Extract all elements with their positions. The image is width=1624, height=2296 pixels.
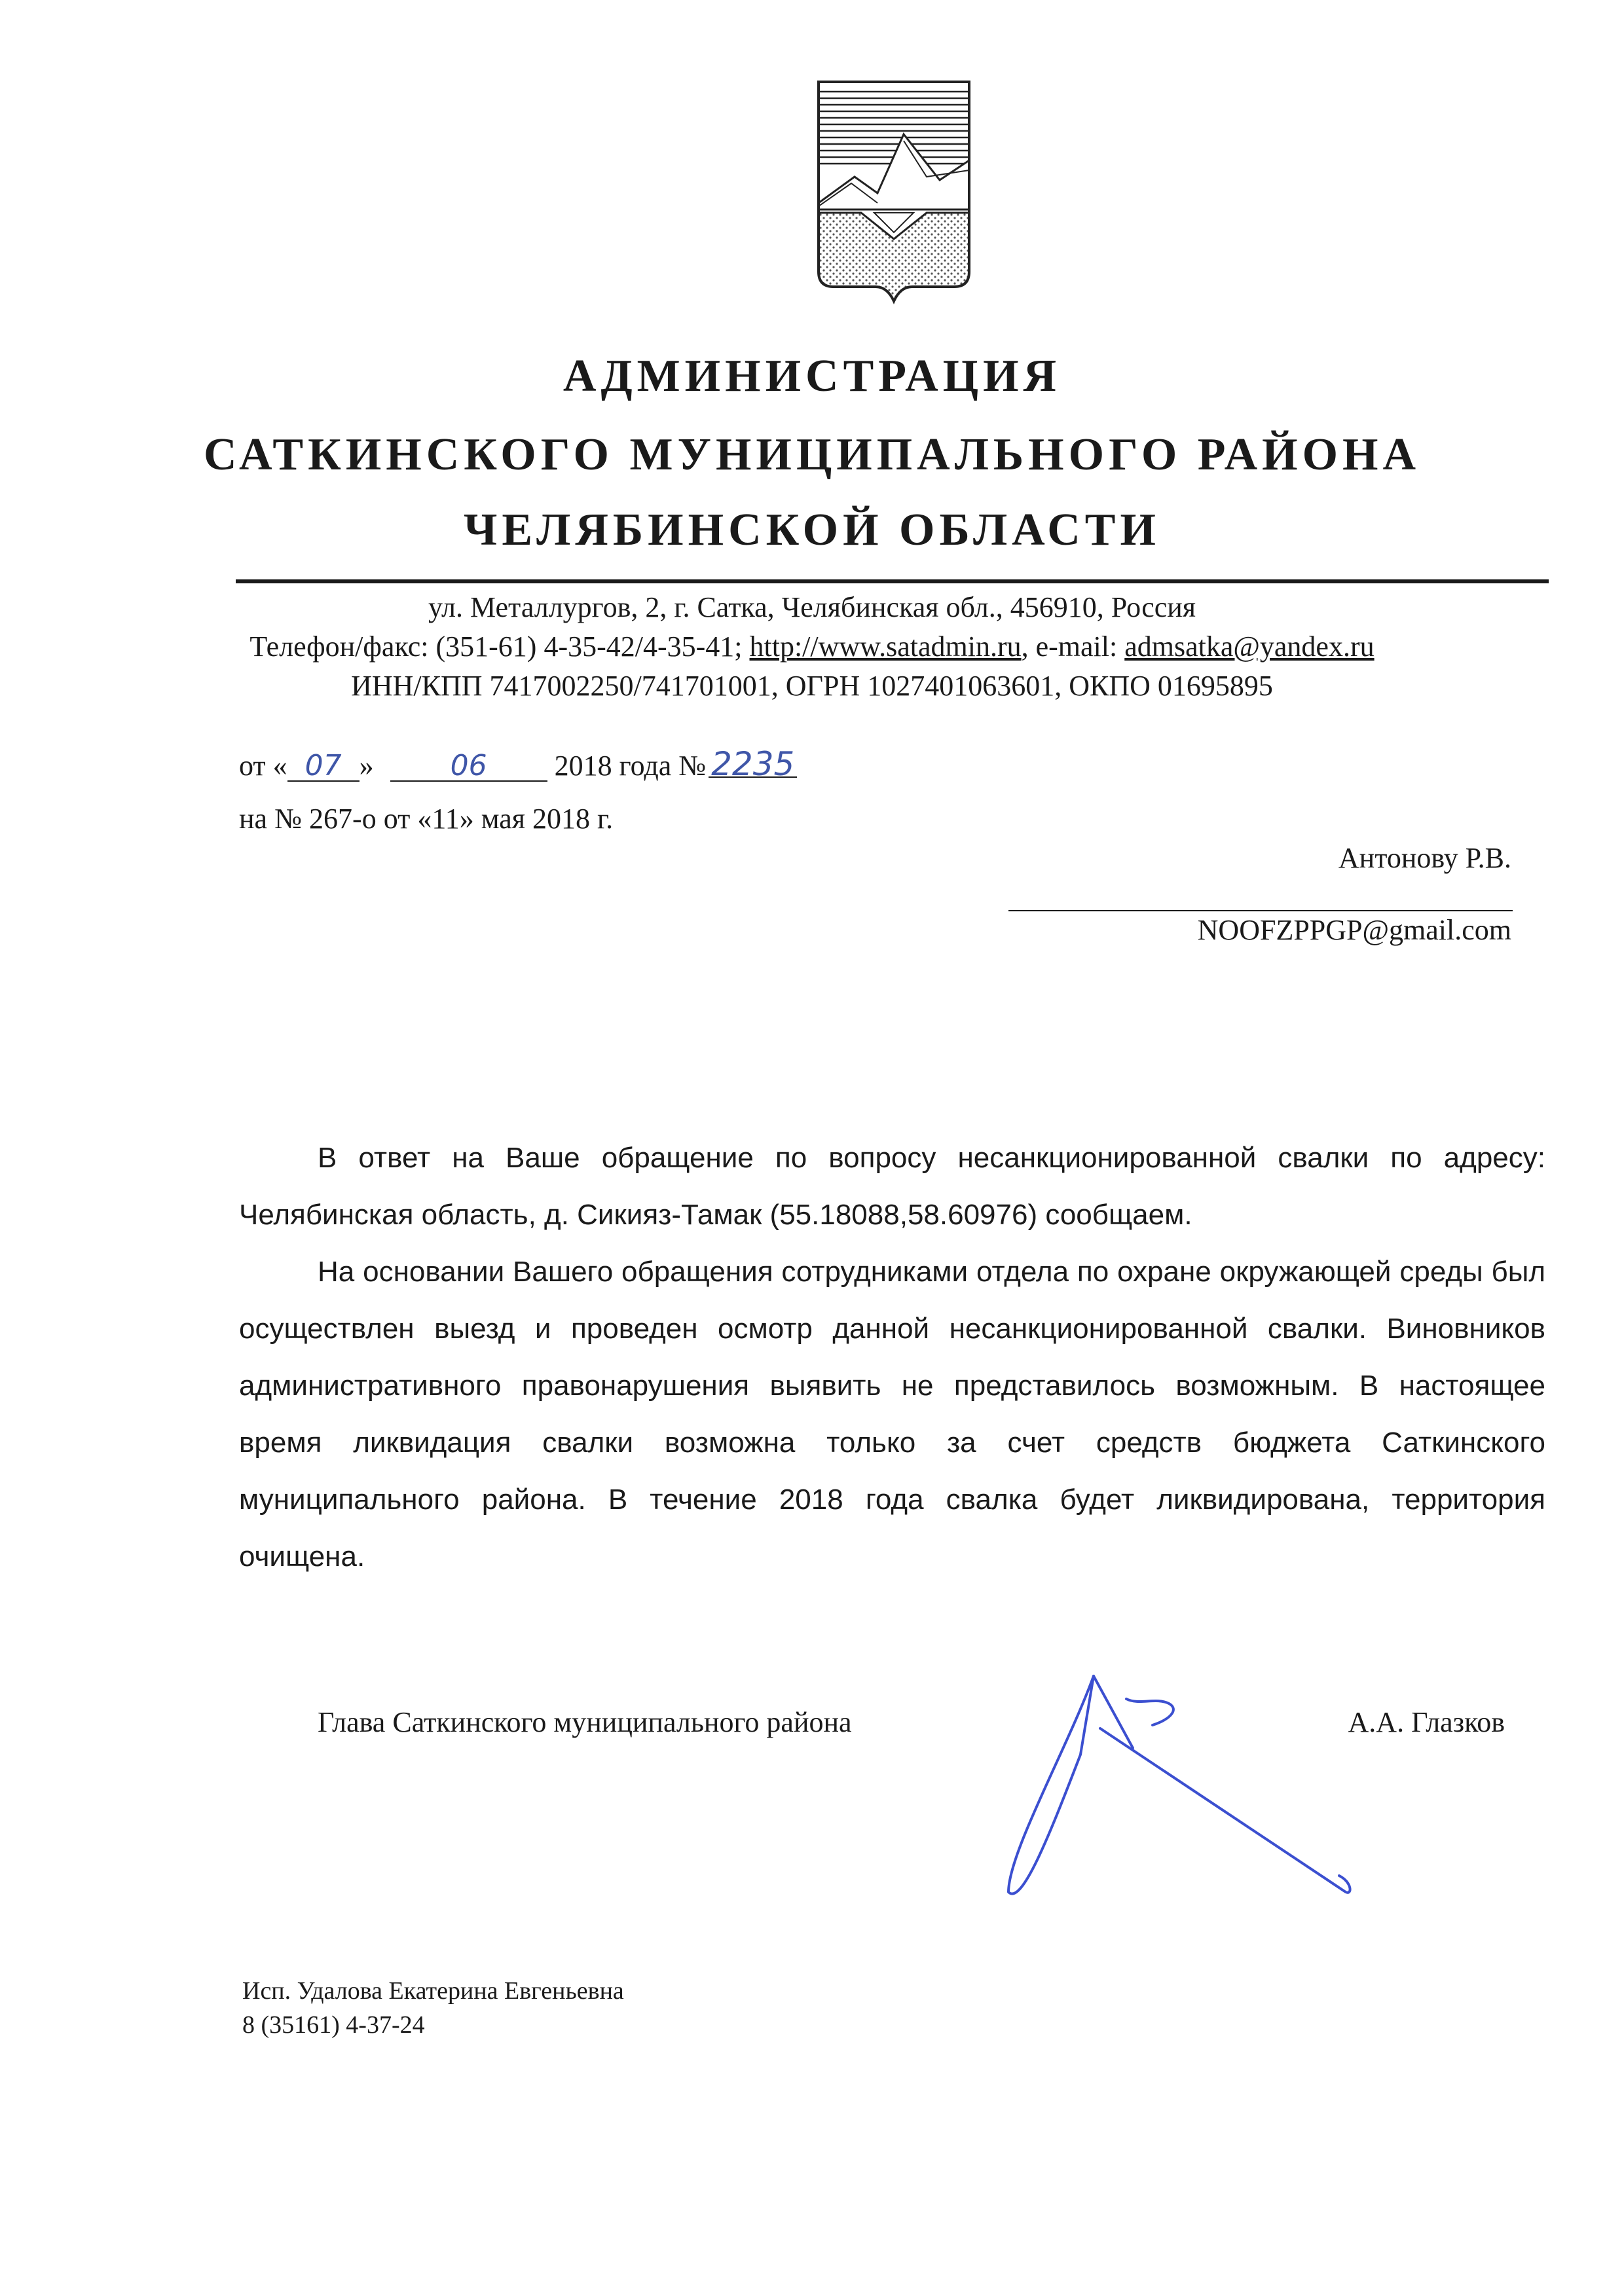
- handwritten-signature: [982, 1656, 1375, 1905]
- email-link[interactable]: admsatka@yandex.ru: [1124, 630, 1375, 663]
- recipient-underline: [1008, 910, 1513, 911]
- org-title: АДМИНИСТРАЦИЯ: [563, 351, 1061, 401]
- requisites-line: ИНН/КПП 7417002250/741701001, ОГРН 1027401063601, ОКПО 01695895: [351, 670, 1273, 702]
- address-line: ул. Металлургов, 2, г. Сатка, Челябинская обл., 456910, Россия: [428, 591, 1196, 623]
- org-region: ЧЕЛЯБИНСКОЙ ОБЛАСТИ: [464, 505, 1160, 555]
- recipient-name: Антонову Р.В.: [1338, 842, 1511, 874]
- number-field: [709, 745, 797, 783]
- month-value: 06: [450, 749, 487, 782]
- from-label: от «: [239, 750, 287, 782]
- outgoing-reference: [239, 745, 797, 782]
- executor-name: Исп. Удалова Екатерина Евгеньевна: [242, 1977, 624, 2005]
- email-prefix: , e-mail:: [1021, 630, 1125, 663]
- signatory-position: Глава Саткинского муниципального района: [318, 1706, 852, 1738]
- header-divider: [236, 579, 1549, 583]
- executor-phone: 8 (35161) 4-37-24: [242, 2011, 425, 2039]
- coat-of-arms-icon: [815, 79, 972, 304]
- recipient-email: NOOFZPPGP@gmail.com: [1197, 914, 1511, 946]
- phone-text: Телефон/факс: (351-61) 4-35-42/4-35-41;: [249, 630, 750, 663]
- month-field: [390, 749, 547, 782]
- day-value: 07: [304, 749, 342, 782]
- org-subtitle: САТКИНСКОГО МУНИЦИПАЛЬНОГО РАЙОНА: [203, 429, 1421, 480]
- website-link[interactable]: http://www.satadmin.ru: [749, 630, 1022, 663]
- body-paragraph-2: На основании Вашего обращения сотрудниками отдела по охране окружающей среды был осуществлен выезд и проведен осмотр данной несанкционированной свалки. Виновников административного правонарушения выявить не представилось возможным. В настоящее время ликвидация свалки возможна только за счет средств бюджета Саткинского муниципального района. В течение 2018 года свалка будет ликвидирована, территория очищена.: [239, 1256, 1545, 1573]
- number-value: 2235: [711, 745, 795, 783]
- year-text: 2018 года №: [554, 750, 707, 782]
- day-field: [287, 749, 360, 782]
- body-paragraph-1: В ответ на Ваше обращение по вопросу несанкционированной свалки по адресу: Челябинская область, д. Сикияз-Тамак (55.18088,58.60976) сообщаем.: [239, 1142, 1545, 1231]
- letter-body: [239, 1129, 1545, 1585]
- close-quote: »: [359, 750, 374, 782]
- contacts-line: [0, 627, 1624, 666]
- reply-to-reference: на № 267-о от «11» мая 2018 г.: [239, 803, 614, 835]
- signatory-name: А.А. Глазков: [1348, 1706, 1505, 1738]
